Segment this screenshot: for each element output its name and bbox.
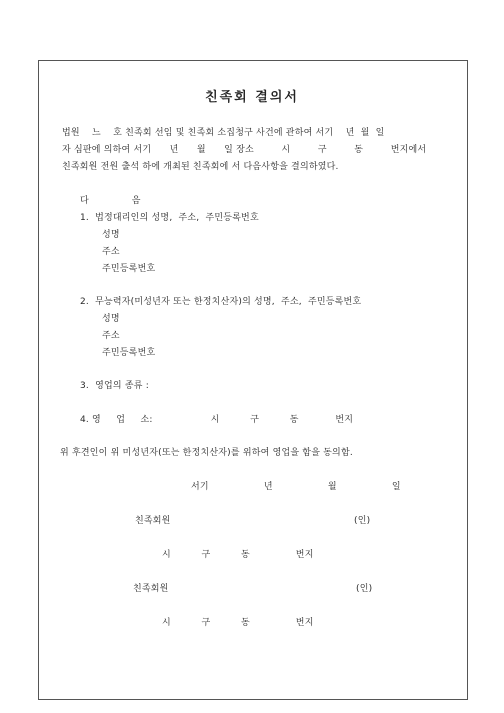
document-frame [38,60,468,700]
item-2-address: 주소 [102,331,120,341]
item-1-address: 주소 [102,247,120,257]
item-2-id-number: 주민등록번호 [102,348,156,358]
member-1-seal: (인) [354,516,371,526]
date-line: 서기 년 월 일 [191,482,401,492]
intro-line-1: 법원 느 호 친족회 선임 및 친족회 소집청구 사건에 관하여 서기 년 월 일 [62,128,385,138]
item-1-id-number: 주민등록번호 [102,264,156,274]
section-heading: 다 음 [80,196,141,206]
item-3-business-type: 3. 영업의 종류 : [80,381,149,391]
member-1-address: 시 구 동 번지 [162,550,314,560]
item-2-name: 성명 [102,314,120,324]
member-2-label: 친족회원 [133,584,169,594]
item-4-business-place: 4. 영 업 소: 시 구 동 번지 [80,415,354,425]
intro-line-2: 자 심판에 의하여 서기 년 월 일 장소 시 구 동 번지에서 [62,145,427,155]
item-2-title: 2. 무능력자(미성년자 또는 한정치산자)의 성명, 주소, 주민등록번호 [80,297,362,307]
consent-statement: 위 후견인이 위 미성년자(또는 한정치산자)를 위하여 영업을 함을 동의함. [60,448,353,458]
member-2-address: 시 구 동 번지 [162,618,314,628]
member-1-label: 친족회원 [135,516,171,526]
item-1-name: 성명 [102,230,120,240]
intro-line-3: 친족회원 전원 출석 하에 개최된 친족회에 서 다음사항을 결의하였다. [62,162,339,172]
member-2-seal: (인) [356,584,373,594]
document-title: 친족회 결의서 [205,90,299,105]
item-1-title: 1. 법정대리인의 성명, 주소, 주민등록번호 [80,213,259,223]
